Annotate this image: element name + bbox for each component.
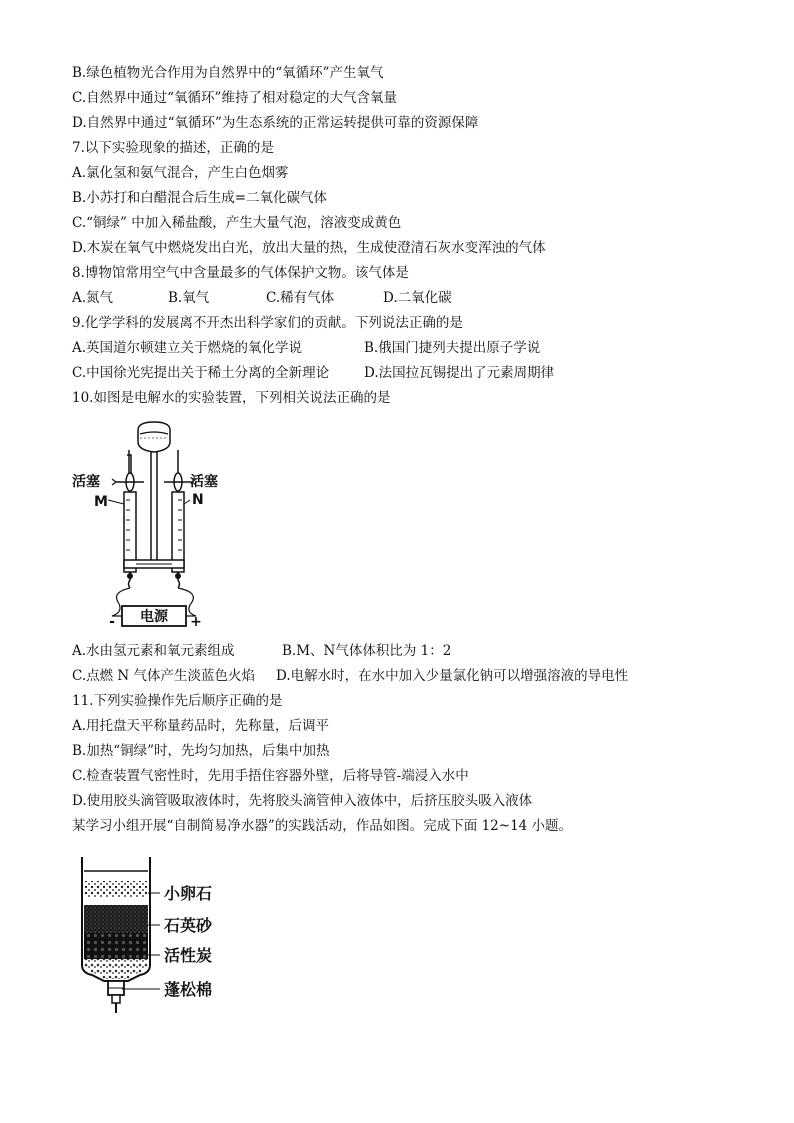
q8-stem: 8.博物馆常用空气中含量最多的气体保护文物。该气体是: [72, 265, 409, 281]
q10-option-b: B.M、N气体体积比为 1：2: [282, 643, 452, 659]
q9-option-b: B.俄国门捷列夫提出原子学说: [364, 340, 541, 356]
quartz-sand-layer-label: 石英砂: [164, 916, 213, 935]
water-filter-figure: [78, 855, 228, 1015]
q11-stem: 11.下列实验操作先后顺序正确的是: [72, 693, 283, 709]
q8-option-a: A.氮气: [72, 290, 114, 306]
q11-option-c: C.检查装置气密性时，先用手捂住容器外壁，后将导管-端浸入水中: [72, 768, 469, 784]
q9-stem: 9.化学学科的发展离不开杰出科学家们的贡献。下列说法正确的是: [72, 315, 463, 331]
q8-option-d: D.二氧化碳: [383, 290, 452, 306]
q9-option-a: A.英国道尔顿建立关于燃烧的氧化学说: [72, 340, 303, 356]
q10-option-a: A.水由氢元素和氧元素组成: [72, 643, 235, 659]
power-plus-label: +: [190, 614, 202, 630]
tube-n-label: N: [192, 492, 204, 508]
activated-carbon-layer-label: 活性炭: [164, 946, 213, 965]
q10-option-d: D.电解水时，在水中加入少量氯化钠可以增强溶液的导电性: [276, 668, 629, 684]
q7-option-b: B.小苏打和白醋混合后生成=二氧化碳气体: [72, 190, 328, 206]
q11-option-a: A.用托盘天平称量药品时，先称量，后调平: [72, 718, 330, 734]
q7-option-d: D.木炭在氧气中燃烧发出白光，放出大量的热，生成使澄清石灰水变浑浊的气体: [72, 240, 546, 256]
q10-option-c: C.点燃 N 气体产生淡蓝色火焰: [72, 668, 256, 684]
q8-option-c: C.稀有气体: [266, 290, 335, 306]
q6-option-b: B.绿色植物光合作用为自然界中的“氧循环”产生氧气: [72, 65, 384, 81]
q11-option-d: D.使用胶头滴管吸取液体时，先将胶头滴管伸入液体中，后挤压胶头吸入液体: [72, 793, 533, 809]
cotton-layer-label: 蓬松棉: [164, 980, 213, 999]
q6-option-d: D.自然界中通过“氧循环”为生态系统的正常运转提供可靠的资源保障: [72, 115, 479, 131]
right-stopcock-label: 活塞: [190, 474, 218, 490]
q6-option-c: C.自然界中通过“氧循环”维持了相对稳定的大气含氧量: [72, 90, 397, 106]
q8-option-b: B.氧气: [168, 290, 210, 306]
power-minus-label: -: [109, 614, 115, 630]
q7-option-a: A.氯化氢和氨气混合，产生白色烟雾: [72, 165, 289, 181]
left-stopcock-label: 活塞: [72, 474, 100, 490]
electrolysis-apparatus-figure: [72, 420, 232, 630]
tube-m-label: M: [94, 494, 108, 510]
q9-option-d: D.法国拉瓦锡提出了元素周期律: [364, 365, 555, 381]
q9-option-c: C.中国徐光宪提出关于稀土分离的全新理论: [72, 365, 330, 381]
q12-14-intro: 某学习小组开展“自制简易净水器”的实践活动，作品如图。完成下面 12~14 小题。: [72, 818, 573, 834]
pebble-layer-label: 小卵石: [164, 884, 213, 903]
q7-option-c: C.“铜绿” 中加入稀盐酸，产生大量气泡，溶液变成黄色: [72, 215, 402, 231]
power-source-label: 电源: [140, 609, 168, 625]
q7-stem: 7.以下实验现象的描述，正确的是: [72, 140, 274, 156]
q10-stem: 10.如图是电解水的实验装置，下列相关说法正确的是: [72, 390, 391, 406]
q11-option-b: B.加热“铜绿”时，先均匀加热，后集中加热: [72, 743, 330, 759]
